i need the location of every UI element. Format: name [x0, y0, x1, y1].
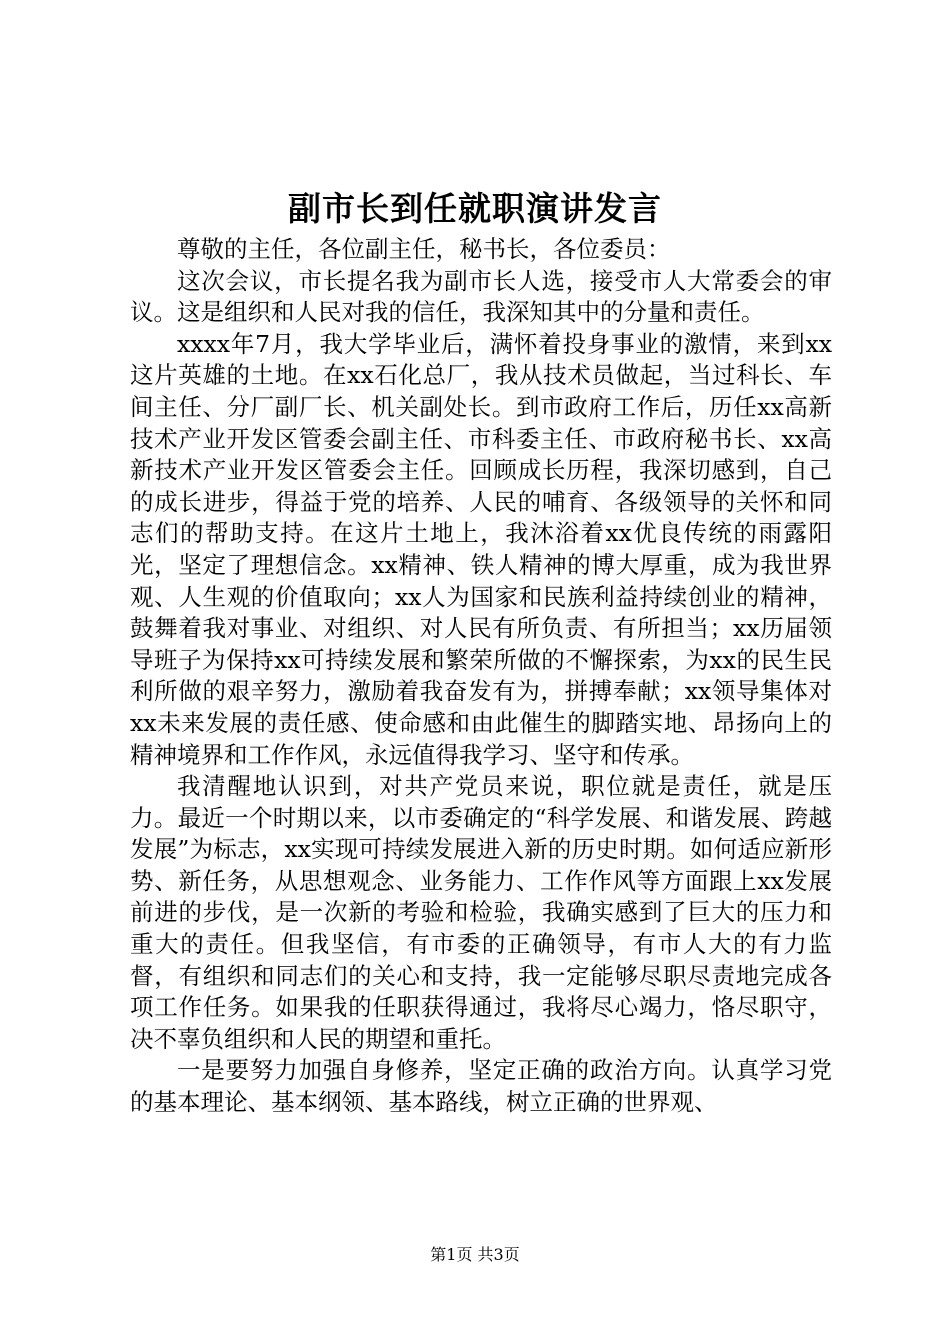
page-footer: 第1页 共3页	[430, 1245, 520, 1264]
body-paragraph: 这次会议，市长提名我为副市长人选，接受市人大常委会的审议。这是组织和人民对我的信任，我深知其中的分量和责任。	[130, 266, 832, 327]
body-paragraph: xxxx年7月，我大学毕业后，满怀着投身事业的激情，来到xx这片英雄的土地。在xx石化总厂，我从技术员做起，当过科长、车间主任、分厂副厂长、机关副处长。到市政府工作后，历任xx高新技术产业开发区管委会副主任、市科委主任、市政府秘书长、xx高新技术产业开发区管委会主任。回顾成长历程，我深切感到，自己的成长进步，得益于党的培养、人民的哺育、各级领导的关怀和同志们的帮助支持。在这片土地上，我沐浴着xx优良传统的雨露阳光，坚定了理想信念。xx精神、铁人精神的博大厚重，成为我世界观、人生观的价值取向；xx人为国家和民族利益持续创业的精神，鼓舞着我对事业、对组织、对人民有所负责、有所担当；xx历届领导班子为保持xx可持续发展和繁荣所做的不懈探索，为xx的民生民利所做的艰辛努力，激励着我奋发有为，拼搏奉献；xx领导集体对xx未来发展的责任感、使命感和由此催生的脚踏实地、昂扬向上的精神境界和工作作风，永远值得我学习、坚守和传承。	[130, 329, 832, 769]
document-title: 副市长到任就职演讲发言	[288, 189, 662, 228]
document-body	[130, 234, 832, 1119]
salutation-paragraph: 尊敬的主任，各位副主任，秘书长，各位委员：	[177, 235, 671, 263]
body-paragraph: 一是要努力加强自身修养，坚定正确的政治方向。认真学习党的基本理论、基本纲领、基本路线，树立正确的世界观、	[130, 1056, 832, 1117]
body-paragraph: 我清醒地认识到，对共产党员来说，职位就是责任，就是压力。最近一个时期以来，以市委确定的“科学发展、和谐发展、跨越发展”为标志，xx实现可持续发展进入新的历史时期。如何适应新形势、新任务，从思想观念、业务能力、工作作风等方面跟上xx发展前进的步伐，是一次新的考验和检验，我确实感到了巨大的压力和重大的责任。但我坚信，有市委的正确领导，有市人大的有力监督，有组织和同志们的关心和支持，我一定能够尽职尽责地完成各项工作任务。如果我的任职获得通过，我将尽心竭力，恪尽职守，决不辜负组织和人民的期望和重托。	[130, 772, 832, 1053]
